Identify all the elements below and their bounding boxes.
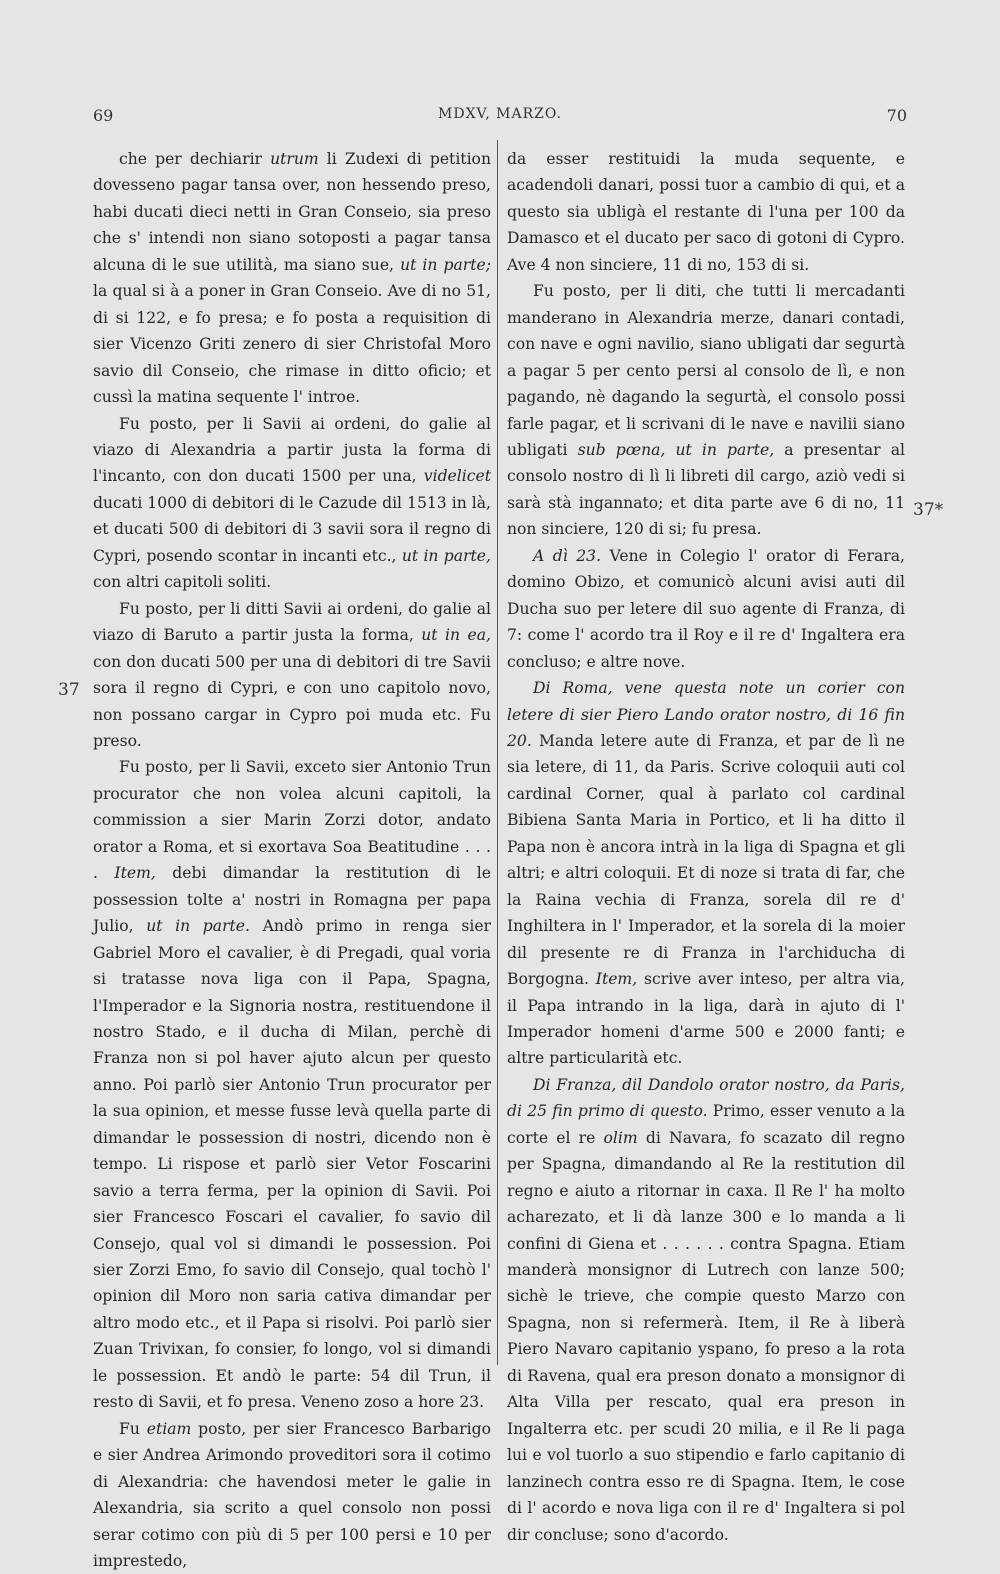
text-run: Andò primo in renga sier Gabriel Moro el cavalier, è di Pregadi, qual voria si tratasse nova liga con il Papa, Spagna, l'Imperador e la Signoria nostra, restituendone il nostro Stado, e il ducha di Milan, perchè di Franza non si pol haver ajuto alcun per questo anno. Poi parlò sier Antonio Trun procurator per la sua opinion, et messe fusse levà quella parte di dimandar le possession di nostri, dicendo non è tempo. Li rispose et parlò sier Vetor Foscarini savio a terra ferma, per la opinion di Savii. Poi sier Francesco Foscari el cavalier, fo savio dil Consejo, qual vol si dimandi le possession. Poi sier Zorzi Emo, fo savio dil Consejo, qual tochò l' opinion dil Moro non saria cativa dimandar per altro modo etc., et il Papa si risolvi. Poi parlò sier Zuan Trivixan, fo consier, fo longo, vol si dimandi le possession. Et andò le parte: 54 dil Trun, il resto di Savii, et fo presa. Veneno zoso a hore 23.: [93, 917, 492, 1412]
right-column: [507, 146, 906, 1544]
italic-text: videlicet: [423, 467, 491, 486]
margin-note-left: 37: [58, 680, 80, 700]
text-run: ducati 1000 di debitori di le Cazude dil 1513 in là, et ducati 500 di debitori di 3 savii sora il regno di Cypri, posendo scontar in incanti etc.,: [93, 493, 491, 565]
text-run: scrive aver inteso, per altra via, il Papa intrando in la liga, darà in ajuto di l' Imperador homeni d'arme 500 e 2000 fanti; e altre particularità etc.: [507, 970, 905, 1068]
text-run: Vene in Colegio l' orator di Ferara, domino Obizo, et comunicò alcuni avisi auti dil Ducha suo per letere dil suo agente di Franza, di 7: come l' acordo tra il Roy e il re d' Ingaltera era concluso; e altre nove.: [507, 546, 905, 671]
italic-text: ut in parte;: [400, 255, 491, 274]
paragraph: [93, 146, 491, 411]
italic-text: Di Franza, dil Dandolo orator nostro, da Paris, di 25 fin primo di questo.: [507, 1075, 905, 1121]
text-run: che per dechiarir: [119, 150, 271, 168]
text-run: la qual si à a poner in Gran Conseio. Ave di no 51, di si 122, e fo presa; e fo posta a requisition di sier Vicenzo Griti zenero di sier Christofal Moro savio dil Conseio, che rimase in ditto oficio; et cussì la matina sequente l' introe.: [93, 282, 491, 407]
paragraph: [93, 1416, 491, 1574]
left-column: [93, 146, 492, 1571]
margin-note-right: 37*: [913, 500, 944, 520]
text-run: Fu posto, per li Savii ai ordeni, do galie al viazo di Alexandria a partir justa la forma di l'incanto, con don ducati 1500 per una,: [93, 414, 491, 486]
text-run: Primo, esser venuto a la corte el re: [507, 1102, 906, 1147]
running-title: MDXV, MARZO.: [438, 106, 562, 122]
text-run: Fu posto, per li ditti Savii ai ordeni, do galie al viazo di Baruto a partir justa la forma,: [93, 599, 491, 645]
paragraph: [507, 278, 905, 543]
paragraph: [507, 543, 905, 675]
italic-text: A dì 23.: [533, 546, 602, 565]
italic-text: utrum: [270, 150, 319, 168]
text-run: con don ducati 500 per una di debitori di tre Savii sora il regno di Cypri, e con uno capitolo novo, non possano cargar in Cypro poi muda etc. Fu preso.: [93, 652, 491, 750]
paragraph: [507, 1072, 905, 1548]
text-run: da esser restituidi la muda sequente, e acadendoli danari, possi tuor a cambio di qui, et a questo sia ubligà el restante di l'una per 100 da Damasco et el ducato per saco di gotoni di Cypro. Ave 4 non sinciere, 11 di no, 153 di si.: [507, 150, 905, 274]
column-divider: [497, 140, 498, 1365]
italic-text: Item,: [595, 970, 638, 989]
italic-text: Di Roma, vene questa note un corier con letere di sier Piero Lando orator nostro, di 16 fin 20.: [507, 679, 905, 750]
paragraph: [507, 146, 905, 278]
italic-text: Item,: [114, 864, 156, 883]
text-run: di Navara, fo scazato dil regno per Spagna, dimandando al Re la restitution dil regno e aiuto a ritornar in caxa. Il Re l' ha molto acharezato, et li dà lanze 300 e lo manda a li confini di Giena et . . . . . . contra Spagna. Etiam manderà monsignor di Lutrech con lanze 500; sichè le trieve, che compie questo Marzo con Spagna, non si refermerà. Item, il Re à liberà Piero Navaro capitanio yspano, fo preso a la rota di Ravena, qual era preson donato a monsignor di Alta Villa per rescato, qual era preson in Ingalterra etc. per scudi 20 milia, e il Re li paga lui e vol tuorlo a suo stipendio e farlo capitanio di lanzinech contra esso re di Spagna. Item, le cose di l' acordo e nova liga con il re d' Ingaltera si pol dir concluse; sono d'acordo.: [507, 1128, 905, 1544]
text-run: a presentar al consolo nostro di lì li libreti dil cargo, aziò vedi si sarà stà ingannato; et dita parte ave 6 di no, 11 non sinciere, 120 di si; fu presa.: [507, 440, 905, 539]
text-run: Manda letere aute di Franza, et par de lì ne sia letere, di 11, da Paris. Scrive coloquii auti col cardinal Corner, qual à parlato col cardinal Bibiena Santa Maria in Portico, et li ha ditto il Papa non è ancora intrà in la liga di Spagna et gli altri; e altri coloquii. Et di noze si trata di far, che la Raina vechia di Franza, sorela dil re d' Inghiltera in l' Imperador, et la sorela di la moier dil presente re di Franza in l'archiducha di Borgogna.: [507, 731, 905, 989]
italic-text: ut in parte.: [146, 917, 250, 936]
text-run: Fu posto, per li Savii, exceto sier Antonio Trun procurator che non volea alcuni capitoli, la commission a sier Marin Zorzi dotor, andato orator a Roma, et si exortava Soa Beatitudine . . . .: [93, 758, 491, 883]
italic-text: ut in ea,: [421, 626, 491, 645]
italic-text: olim: [603, 1128, 638, 1147]
paragraph: [93, 411, 491, 596]
paragraph: [93, 754, 491, 1415]
italic-text: ut in parte,: [401, 546, 491, 565]
page-number-right: 70: [886, 106, 907, 125]
text-run: posto, per sier Francesco Barbarigo e sier Andrea Arimondo proveditori sora il cotimo di Alexandria: che havendosi meter le galie in Alexandria, sia scrito a quel consolo non possi serar cotimo con più di 5 per 100 persi e 10 per imprestedo,: [93, 1419, 491, 1571]
paragraph: [93, 596, 491, 755]
page-number-left: 69: [93, 106, 114, 125]
paragraph: [507, 675, 905, 1072]
text-run: Fu: [119, 1419, 147, 1438]
text-run: con altri capitoli soliti.: [93, 573, 272, 592]
text-run: Fu posto, per li diti, che tutti li mercadanti manderano in Alexandria merze, danari contadi, con nave e ogni navilio, siano ubligati dar segurtà a pagar 5 per cento persi al consolo de lì, e non pagando, nè dagando la segurtà, el consolo possi farle pagar, et li scrivani di le nave e navilii siano ubligati: [507, 282, 905, 459]
text-run: debi dimandar la restitution di le possession tolte a' nostri in Romagna per papa Julio,: [93, 864, 491, 936]
text-run: li Zudexi di petition dovesseno pagar tansa over, non hessendo preso, habi ducati dieci netti in Gran Conseio, sia preso che s' intendi non siano sotoposti a pagar tansa alcuna di le sue utilità, ma siano sue,: [93, 150, 491, 274]
italic-text: etiam: [146, 1419, 192, 1438]
italic-text: sub pœna, ut in parte,: [577, 440, 775, 459]
